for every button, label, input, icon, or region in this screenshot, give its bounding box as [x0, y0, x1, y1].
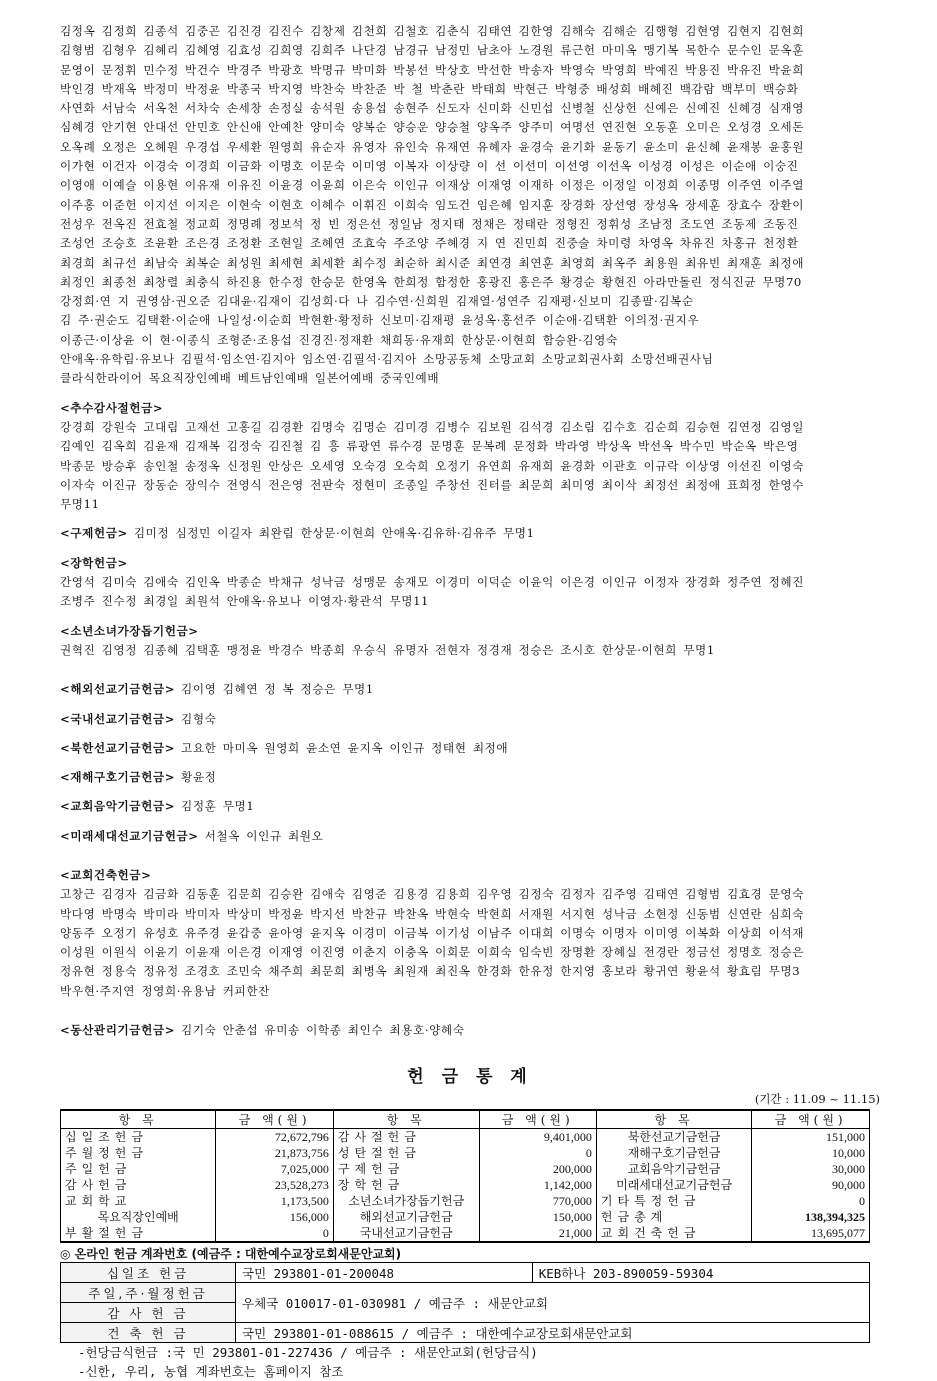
- offering-section: [60, 622, 880, 661]
- donor-line: 박우현·주지연 정영희·유용남 커피한잔: [60, 983, 270, 998]
- stats-row: [61, 1161, 870, 1177]
- stats-row: [61, 1209, 870, 1225]
- stats-row: [61, 1225, 870, 1242]
- donor-line: 문영이 문정휘 민수정 박건수 박경주 박광호 박명규 박미화 박봉선 박상호 박선한 박송자 박영숙 박영희 박예진 박용진 박유진 박윤희: [60, 62, 805, 77]
- account-label: 주일,주·월정헌금: [61, 1283, 236, 1303]
- account-label: 감 사 헌 금: [61, 1303, 236, 1323]
- offering-section: [60, 739, 880, 758]
- stats-item: 교회음악기금헌금: [596, 1161, 751, 1177]
- donor-line: 박종문 방승후 송인철 송정옥 신정원 안상은 오세영 오숙경 오숙희 오정기 유연희 유재희 윤경화 이관호 이규락 이상영 이선진 이영숙: [60, 458, 805, 473]
- account-label: 십일조 헌금: [61, 1263, 236, 1283]
- stats-title: 헌 금 통 계: [407, 1067, 533, 1088]
- donor-line: 간영석 김미숙 김애숙 김인옥 박종순 박채규 성낙금 성맹문 송재모 이경미 이덕순 이윤익 이은경 이인규 이정자 장경화 정주연 정혜진: [60, 575, 805, 590]
- stats-amount: 156,000: [216, 1209, 333, 1225]
- offering-line: [60, 524, 880, 543]
- donor-line: 박다영 박명숙 박미라 박미자 박상미 박정윤 박지선 박찬규 박찬옥 박현숙 박현희 서재원 서지현 성낙금 소현정 신동범 신연란 심희숙: [60, 906, 805, 921]
- donor-line: 전성우 전옥진 전효철 정교희 정명례 정보석 정 빈 정은선 정일남 정지태 정채은 정태란 정형진 정휘성 조남정 조도연 조동제 조동진: [60, 216, 799, 231]
- offering-line: [60, 768, 880, 787]
- section-heading: <북한선교기금헌금>: [60, 740, 176, 755]
- stats-amount: 7,025,000: [216, 1161, 333, 1177]
- donor-line: 이자숙 이진규 장동순 장익수 전영식 전은영 전판숙 정현미 조종일 주창선 진터를 최문희 최미영 최이삭 최정선 최정애 표희정 한영수: [60, 477, 805, 492]
- stats-item: 장학헌금: [333, 1177, 479, 1193]
- donor-line: 김형범 김형우 김혜리 김혜영 김효성 김희영 김희주 나단경 남경규 남정민 남초아 노경원 류근헌 마미옥 맹기복 목한수 문수인 문옥훈: [60, 43, 805, 58]
- stats-amount: 23,528,273: [216, 1177, 333, 1193]
- account-title: ◎ 온라인 헌금 계좌번호 (예금주 : 대한예수교장로회새문안교회): [60, 1247, 402, 1262]
- offering-stats-table: [60, 1109, 870, 1243]
- stats-item: 국내선교기금헌금: [333, 1225, 479, 1242]
- stats-amount: 1,173,500: [216, 1193, 333, 1209]
- donor-line: 심혜경 안기현 안대선 안민호 안신애 안예찬 양미숙 양복순 양승운 양승철 양옥주 양주미 여명선 연진현 오동훈 오미은 오성경 오세돈: [60, 120, 805, 135]
- stats-amount: 21,873,756: [216, 1145, 333, 1161]
- account-value: 국민 293801-01-200048: [236, 1263, 533, 1283]
- offering-section: [60, 399, 880, 515]
- offering-section: [60, 1021, 880, 1040]
- stats-row: [61, 1129, 870, 1146]
- offering-sections: [60, 399, 880, 1041]
- section-heading: <교회음악기금헌금>: [60, 799, 176, 814]
- donor-line: 이성원 이원식 이윤기 이윤재 이은경 이재영 이진영 이춘지 이충옥 이희문 이희숙 임숙빈 장명환 장혜실 전경란 정금선 정명호 정승은: [60, 945, 805, 960]
- stats-item: 감사절헌금: [333, 1129, 479, 1146]
- section-heading: <해외선교기금헌금>: [60, 682, 176, 697]
- donor-line: 박인경 박재옥 박정미 박정윤 박종국 박지영 박찬숙 박찬준 박 철 박춘란 박태희 박현근 박형중 배성희 배혜진 백감람 백부미 백승화: [60, 81, 799, 96]
- offering-line: [60, 827, 880, 846]
- stats-amount: 9,401,000: [479, 1129, 596, 1146]
- section-heading: <동산관리기금헌금>: [60, 1023, 176, 1038]
- donor-line: 정유현 정용숙 정유정 조경호 조민숙 채주희 최문희 최병옥 최원재 최진옥 한경화 한유정 한지영 홍보라 황귀연 황윤석 황효림 무명3: [60, 964, 801, 979]
- stats-item: 해외선교기금헌금: [333, 1209, 479, 1225]
- stats-item: 북한선교기금헌금: [596, 1129, 751, 1146]
- offering-line: [60, 710, 880, 729]
- donor-names: 서철옥 이인규 최원오: [204, 828, 324, 843]
- donor-names: 김정훈 무명1: [181, 799, 255, 814]
- stats-amount: 21,000: [479, 1225, 596, 1242]
- donor-line: 양동주 오정기 유성호 유주경 윤갑중 윤아영 윤지옥 이경미 이금복 이기성 이남주 이대희 이명숙 이명자 이미영 이복화 이상희 이석재: [60, 925, 805, 940]
- donor-line: 최경희 최규선 최남숙 최복순 최성원 최세현 최세환 최수정 최순하 최시준 최연경 최연훈 최영희 최옥주 최용원 최유빈 최재훈 최정애: [60, 255, 805, 270]
- stats-item: 미래세대선교기금헌금: [596, 1177, 751, 1193]
- stats-amount: 138,394,325: [752, 1209, 870, 1225]
- stats-amount: 770,000: [479, 1193, 596, 1209]
- donor-line: 안애옥·유학림·유보나 김필석·임소연·김지아 임소연·김필석·김지아 소망공동체 소망교회 소망교회권사회 소망선배권사님: [60, 352, 714, 367]
- stats-item: 감사헌금: [61, 1177, 216, 1193]
- stats-amount: 0: [752, 1193, 870, 1209]
- account-note: -헌당금식헌금 :국 민 293801-01-227436 / 예금주 : 새문안교회(헌당금식): [78, 1345, 538, 1361]
- donor-line: 김 주·권순도 김택환·이순애 나일성·이순희 박현환·황정하 신보미·김재평 윤성옥·홍선주 이순애·김택환 이의정·권지우: [60, 313, 700, 328]
- stats-period: (기간 : 11.09 ~ 11.15): [754, 1092, 880, 1107]
- stats-item: 성탄절헌금: [333, 1145, 479, 1161]
- donor-names: 고요한 마미옥 원영희 윤소연 윤지옥 이인규 정태현 최정애: [181, 740, 509, 755]
- stats-item: 구제헌금: [333, 1161, 479, 1177]
- donor-line: 이가현 이건자 이경숙 이경희 이금화 이명호 이문숙 이미영 이복자 이상량 이 선 이선미 이선영 이선옥 이성경 이성은 이순애 이숭진: [60, 159, 799, 174]
- donor-line: 오옥례 오정은 오혜원 우경섭 우세환 원영희 유순자 유영자 유인숙 유재연 유혜자 윤경숙 윤기화 윤동기 윤소미 윤신혜 윤재봉 윤홍원: [60, 139, 805, 154]
- donor-line: 조성언 조승호 조윤환 조은경 조정환 조현일 조혜연 조효숙 주조양 주혜경 지 연 진민희 진중술 차미령 차영옥 차유진 차홍규 천정환: [60, 236, 799, 251]
- stats-header: 항 목: [596, 1110, 751, 1129]
- section-heading: <구제헌금>: [60, 526, 128, 541]
- offering-section: [60, 866, 880, 1001]
- donor-line: 권혁진 김영정 김종혜 김택훈 맹정윤 박경수 박종희 우승식 유명자 전현자 정경재 정승은 조시호 한상문·이현희 무명1: [60, 642, 715, 657]
- section-heading: <미래세대선교기금헌금>: [60, 828, 199, 843]
- stats-row: [61, 1177, 870, 1193]
- donor-line: 클라식한라이어 목요직장인예배 베트남인예배 일본어예배 중국인예배: [60, 371, 440, 386]
- donor-line: 고창근 김경자 김금화 김동훈 김문희 김승완 김애숙 김영준 김용경 김용희 김우영 김정숙 김정자 김주영 김태연 김형범 김효경 문영숙: [60, 887, 805, 902]
- offering-line: [60, 797, 880, 816]
- donor-names: 김기숙 안춘섭 유미송 이학종 최인수 최용호·양혜숙: [181, 1023, 465, 1038]
- stats-amount: 150,000: [479, 1209, 596, 1225]
- account-note: -신한, 우리, 농협 계좌번호는 홈페이지 참조: [78, 1364, 344, 1380]
- stats-header: 금 액(원): [752, 1110, 870, 1129]
- donor-line: 조병주 진수정 최경일 최원석 안애옥·유보나 이영자·황관석 무명11: [60, 594, 430, 609]
- donor-line: 최정인 최종천 최창렬 최충식 하진용 한수정 한승문 한영옥 한희정 함정한 홍광진 홍은주 황경순 황현진 아라만돌린 정식진균 무명70: [60, 274, 802, 289]
- offering-section: [60, 827, 880, 846]
- offering-line: [60, 739, 880, 758]
- stats-row: [61, 1145, 870, 1161]
- donor-line: 김정옥 김정희 김종석 김중곤 김진경 김진수 김창제 김천희 김철호 김춘식 김태연 김한영 김해숙 김해순 김행형 김현영 김현지 김현희: [60, 24, 805, 38]
- stats-amount: 200,000: [479, 1161, 596, 1177]
- stats-amount: 10,000: [752, 1145, 870, 1161]
- page: [60, 22, 880, 1381]
- section-heading: <추수감사절헌금>: [60, 400, 164, 415]
- offering-line: [60, 1021, 880, 1040]
- stats-item: 십일조헌금: [61, 1129, 216, 1146]
- section-heading: <소년소녀가장돕기헌금>: [60, 623, 199, 638]
- donor-line: 이영애 이예슬 이용현 이유재 이유진 이윤경 이윤희 이은숙 이인규 이재상 이재영 이재하 이정은 이정일 이정희 이종명 이주연 이주열: [60, 178, 805, 193]
- stats-header: 항 목: [333, 1110, 479, 1129]
- donor-names: 김형숙: [181, 711, 217, 726]
- account-value: KEB하나 203-890059-59304: [532, 1263, 869, 1283]
- donor-names: 김이영 김혜연 정 복 정승은 무명1: [181, 682, 374, 697]
- section-heading: <장학헌금>: [60, 555, 128, 570]
- account-table: [60, 1262, 870, 1343]
- stats-item: 재해구호기금헌금: [596, 1145, 751, 1161]
- donor-line: 이주홍 이준헌 이지선 이지은 이현숙 이현호 이혜수 이휘진 이희숙 임도건 임은혜 임지훈 장경화 장선영 장성옥 장세훈 장효수 장환이: [60, 197, 805, 212]
- section-heading: <교회건축헌금>: [60, 867, 152, 882]
- offering-section: [60, 680, 880, 699]
- donor-line: 사연화 서남숙 서옥천 서차숙 손세창 손정실 송석원 송용섭 송현주 신도자 신미화 신민섭 신병철 신상헌 신예은 신예진 신혜경 심재영: [60, 101, 805, 116]
- donor-line: 강경희 강원숙 고대림 고재선 고홍길 김경환 김명숙 김명순 김미경 김병수 김보원 김석경 김소림 김수호 김순희 김승현 김연정 김영일: [60, 419, 805, 434]
- stats-header: 항 목: [61, 1110, 216, 1129]
- main-donor-list: [60, 22, 880, 389]
- donor-names: 황윤정: [181, 770, 217, 785]
- stats-amount: 13,695,077: [752, 1225, 870, 1242]
- stats-row: [61, 1193, 870, 1209]
- donor-line: 강정희·연 지 권영삼·권오준 김대윤·김재이 김성희·다 나 김수연·신희원 김재열·성연주 김재평·신보미 김종팔·김복순: [60, 294, 694, 309]
- stats-amount: 0: [216, 1225, 333, 1242]
- stats-item: 기타특정헌금: [596, 1193, 751, 1209]
- donor-line: 무명11: [60, 497, 100, 512]
- stats-amount: 90,000: [752, 1177, 870, 1193]
- donor-line: 이종근·이상윤 이 현·이종식 조형준·조용섭 진경진·정재환 채희동·유재희 한상문·이현희 함승완·김영숙: [60, 332, 618, 347]
- offering-section: [60, 797, 880, 816]
- account-value: 국민 293801-01-088615 / 예금주 : 대한예수교장로회새문안교회: [236, 1323, 870, 1343]
- stats-amount: 0: [479, 1145, 596, 1161]
- stats-amount: 1,142,000: [479, 1177, 596, 1193]
- stats-amount: 72,672,796: [216, 1129, 333, 1146]
- stats-item: 교회학교: [61, 1193, 216, 1209]
- stats-header: 금 액(원): [479, 1110, 596, 1129]
- account-label: 건 축 헌 금: [61, 1323, 236, 1343]
- stats-amount: 30,000: [752, 1161, 870, 1177]
- offering-section: [60, 554, 880, 612]
- stats-item: 교회건축헌금: [596, 1225, 751, 1242]
- offering-section: [60, 710, 880, 729]
- section-heading: <국내선교기금헌금>: [60, 711, 176, 726]
- stats-item: 부활절헌금: [61, 1225, 216, 1242]
- offering-line: [60, 680, 880, 699]
- donor-names: 김미정 심정민 이길자 최완림 한상문·이현희 안애옥·김유하·김유주 무명1: [133, 526, 535, 541]
- section-heading: <재해구호기금헌금>: [60, 770, 176, 785]
- donor-line: 김예인 김옥희 김윤재 김재복 김정숙 김진철 김 흥 류광연 류수경 문명훈 문복례 문정화 박라영 박상옥 박선옥 박수민 박순옥 박은영: [60, 439, 799, 454]
- account-value: 우체국 010017-01-030981 / 예금주 : 새문안교회: [236, 1283, 870, 1323]
- stats-header: 금 액(원): [216, 1110, 333, 1129]
- stats-amount: 151,000: [752, 1129, 870, 1146]
- stats-item: 주일헌금: [61, 1161, 216, 1177]
- offering-section: [60, 768, 880, 787]
- stats-item: 소년소녀가장돕기헌금: [333, 1193, 479, 1209]
- stats-item: 주월정헌금: [61, 1145, 216, 1161]
- stats-item: 목요직장인예배: [61, 1209, 216, 1225]
- stats-item: 헌금총계: [596, 1209, 751, 1225]
- offering-section: [60, 524, 880, 543]
